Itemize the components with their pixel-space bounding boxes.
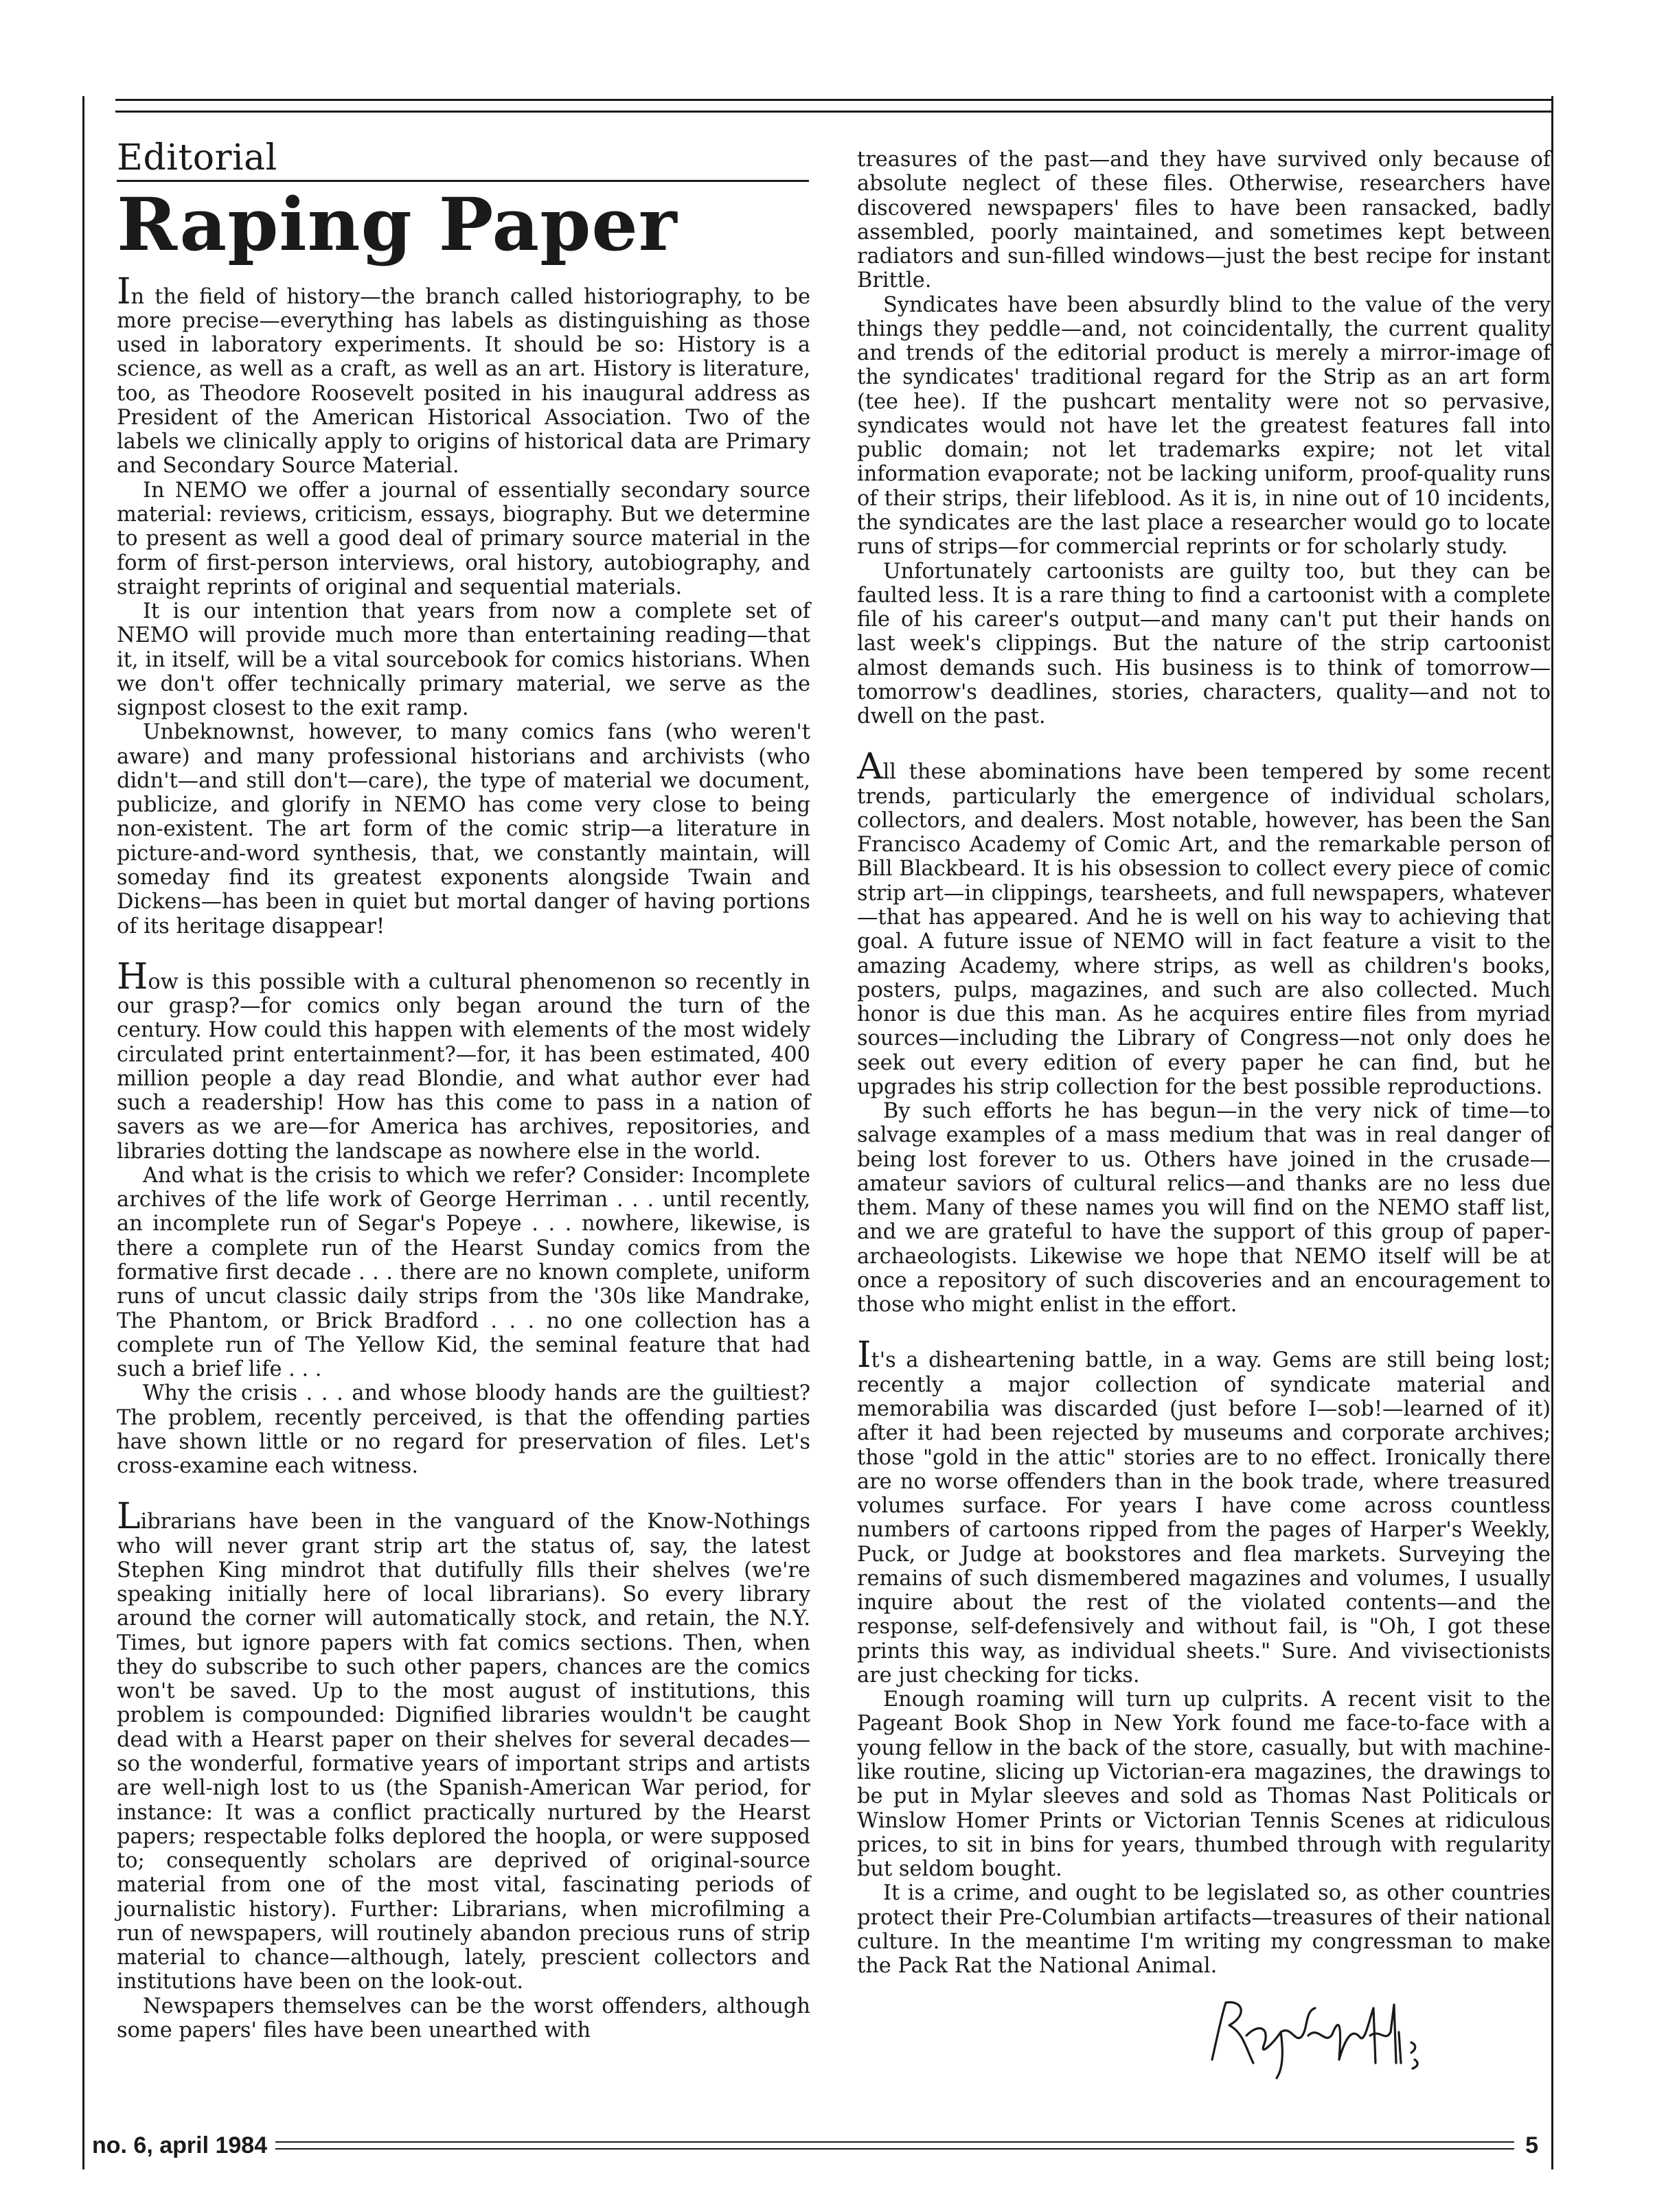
section-kicker: Editorial [117, 137, 809, 182]
paragraph: By such efforts he has begun—in the very nick of time—to salvage examples of a mass medium that was in real danger of being lost forever to us. Others have joined in the crusade—amateur saviors of cultural relics—and thanks are no less due them. Many of these names you will find on the NEMO staff list, and we are grateful to have the support of this group of paper-archaeologists. Likewise we hope that NEMO itself will be at once a repository of such discoveries and an encouragement to those who might enlist in the effort. [857, 1099, 1551, 1317]
paragraph: Why the crisis . . . and whose bloody hands are the guiltiest? The problem, recently perceived, is that the offending parties have shown little or no regard for preservation of files. Let's cross-examine each witness. [117, 1381, 810, 1479]
left-column [117, 137, 810, 2042]
page-footer [82, 2128, 1553, 2163]
page-title: Raping Paper [117, 181, 678, 268]
paragraph: treasures of the past—and they have survived only because of absolute neglect of these files. Otherwise, researchers have discovered newspapers' files to have been ransacked, badly assembled, poorly maintained, and sometimes kept between radiators and sun-filled windows—just the best recipe for instant Brittle. [857, 148, 1551, 293]
paragraph: It is a crime, and ought to be legislated so, as other countries protect their Pre-Columbian artifacts—treasures of their national culture. In the meantime I'm writing my congressman to make the Pack Rat the National Animal. [857, 1881, 1551, 1979]
paragraph: Syndicates have been absurdly blind to the value of the very things they peddle—and, not coincidentally, the current quality and trends of the editorial product is merely a mirror-image of the syndicates' traditional regard for the Strip as an art form (tee hee). If the pushcart mentality were not so pervasive, syndicates would not have let the greatest features fall into public domain; not let trademarks expire; not let vital information evaporate; not be lacking uniform, proof-quality runs of their strips, their lifeblood. As it is, in nine out of 10 incidents, the syndicates are the last place a researcher would go to locate runs of strips—for commercial reprints or for scholarly study. [857, 292, 1551, 560]
right-column [857, 148, 1551, 1978]
issue-label: no. 6, april 1984 [92, 2132, 268, 2158]
top-double-rule [115, 99, 1553, 113]
paragraph: Unfortunately cartoonists are guilty too, but they can be faulted less. It is a rare thing to find a cartoonist with a complete file of his career's output—and many can't put their hands on last week's clippings. But the nature of the strip cartoonist almost demands such. His business is to think of tomorrow—tomorrow's deadlines, stories, characters, quality—and not to dwell on the past. [857, 559, 1551, 729]
drop-cap: I [117, 270, 131, 312]
paragraph: All these abominations have been tempered by some recent trends, particularly the emergence of individual scholars, collectors, and dealers. Most notable, however, has been the San Francisco Academy of Comic Art, and the remarkable person of Bill Blackbeard. It is his obsession to collect every piece of comic strip art—in clippings, tearsheets, and full newspapers, whatever—that has appeared. And he is well on his way to achieving that goal. A future issue of NEMO will in fact feature a visit to the amazing Academy, where strips, as well as children's books, posters, pulps, magazines, and such are also collected. Much honor is due this man. As he acquires entire files from myriad sources—including the Library of Congress—not only does he seek out every edition of every paper he can find, but he upgrades his strip collection for the best possible reproductions. [857, 746, 1551, 1099]
paragraph: Newspapers themselves can be the worst offenders, although some papers' files have been unearthed with [117, 1994, 810, 2042]
drop-cap: H [117, 956, 148, 998]
paragraph: In the field of history—the branch called historiography, to be more precise—everything has labels as distinguishing as those used in laboratory experiments. It should be so: History is a science, as well as a craft, as well as an art. History is literature, too, as Theodore Roosevelt posited in his inaugural address as President of the American Historical Association. Two of the labels we clinically apply to origins of historical data are Primary and Secondary Source Material. [117, 270, 810, 479]
page-number: 5 [1525, 2132, 1538, 2158]
drop-cap: I [857, 1335, 871, 1376]
paragraph: Librarians have been in the vanguard of the Know-Nothings who will never grant strip art the status of, say, the latest Stephen King mindrot that dutifully fills their shelves (we're speaking initially here of local librarians). So every library around the corner will automatically stock, and retain, the N.Y. Times, but ignore papers with fat comics sections. Then, when they do subscribe to such other papers, chances are the comics won't be saved. Up to the most august of institutions, this problem is compounded: Dignified libraries wouldn't be caught dead with a Hearst paper on their shelves for several decades—so the wonderful, formative years of important strips and artists are well-nigh lost to us (the Spanish-American War period, for instance: It was a conflict practically nurtured by the Hearst papers; respectable folks deplored the hoopla, or were supposed to; consequently scholars are deprived of original-source material from one of the most vital, fascinating periods of journalistic history). Further: Librarians, when microfilming a run of newspapers, will routinely abandon precious runs of strip material to chance—although, lately, prescient collectors and institutions have been on the look-out. [117, 1496, 810, 1994]
footer-double-rule [275, 2141, 1514, 2150]
drop-cap: L [117, 1496, 141, 1538]
right-border-rule [1551, 96, 1553, 2169]
paragraph: And what is the crisis to which we refer? Consider: Incomplete archives of the life work of George Herriman . . . until recently, an incomplete run of Segar's Popeye . . . nowhere, likewise, is there a complete run of the Hearst Sunday comics from the formative first decade . . . there are no known complete, uniform runs of uncut classic daily strips from the '30s like Mandrake, The Phantom, or Brick Bradford . . . no one collection has a complete run of The Yellow Kid, the seminal feature that had such a brief life . . . [117, 1163, 810, 1382]
paragraph: In NEMO we offer a journal of essentially secondary source material: reviews, criticism, essays, biography. But we determine to present as well a good deal of primary source material in the form of first-person interviews, oral history, autobiography, and straight reprints of original and sequential materials. [117, 478, 810, 599]
paragraph: It's a disheartening battle, in a way. Gems are still being lost; recently a major collection of syndicate material and memorabilia was discarded (just before I—sob!—learned of it) after it had been rejected by museums and corporate archives; those "gold in the attic" stories are to no effect. Ironically there are no worse offenders than in the book trade, where treasured volumes surface. For years I have come across countless numbers of cartoons ripped from the pages of Harper's Weekly, Puck, or Judge at bookstores and flea markets. Surveying the remains of such dismembered magazines and volumes, I usually inquire about the rest of the violated contents—and the response, self-defensively and without fail, is "Oh, I got these prints this way, as individual sheets." Sure. And vivisectionists are just checking for ticks. [857, 1335, 1551, 1687]
left-border-rule [82, 96, 84, 2169]
paragraph: Enough roaming will turn up culprits. A recent visit to the Pageant Book Shop in New York found me face-to-face with a young fellow in the back of the store, casually, but with machine-like routine, slicing up Victorian-era magazines, the drawings to be put in Mylar sleeves and sold as Thomas Nast Politicals or Winslow Homer Prints or Victorian Tennis Scenes at ridiculous prices, to sit in bins for years, thumbed through with regularity but seldom bought. [857, 1687, 1551, 1882]
drop-cap: A [857, 746, 883, 788]
paragraph: How is this possible with a cultural phenomenon so recently in our grasp?—for comics only began around the turn of the century. How could this happen with elements of the most widely circulated print entertainment?—for, it has been estimated, 400 million people a day read Blondie, and what author ever had such a readership! How has this come to pass in a nation of savers as we are—for America has archives, repositories, and libraries dotting the landscape as nowhere else in the world. [117, 956, 810, 1164]
paragraph: It is our intention that years from now a complete set of NEMO will provide much more than entertaining reading—that it, in itself, will be a vital sourcebook for comics historians. When we don't offer technically primary material, we serve as the signpost closest to the exit ramp. [117, 599, 810, 721]
signature [1205, 1994, 1432, 2084]
paragraph: Unbeknownst, however, to many comics fans (who weren't aware) and many professional historians and archivists (who didn't—and still don't—care), the type of material we document, publicize, and glorify in NEMO has come very close to being non-existent. The art form of the comic strip—a literature in picture-and-word synthesis, that, we constantly maintain, will someday find its greatest exponents alongside Twain and Dickens—has been in quiet but mortal danger of having portions of its heritage disappear! [117, 720, 810, 938]
